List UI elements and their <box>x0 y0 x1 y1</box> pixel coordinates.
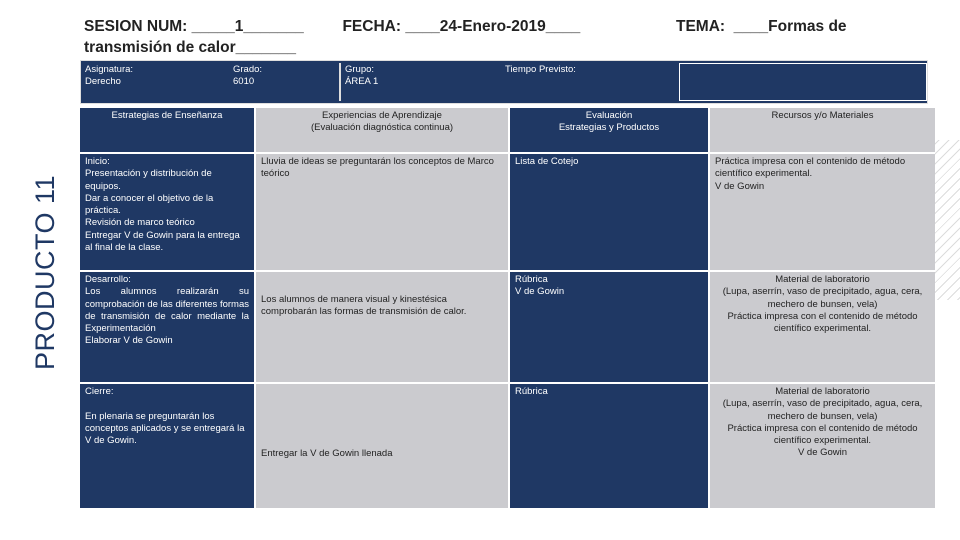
tema-label: TEMA: ____Formas de <box>676 18 847 35</box>
tiempo-value-box <box>679 63 927 101</box>
topic-line: transmisión de calor_______ <box>84 39 296 56</box>
row1-estrategia: Inicio: Presentación y distribución de equipos. Dar a conocer el objetivo de la práctica. Revisión de marco teórico Entregar V de Gowin para la entrega al final de la clase. <box>80 154 254 270</box>
row1-evaluacion: Lista de Cotejo <box>510 154 708 270</box>
session-line: SESION NUM: _____1_______ FECHA: ____24-Enero-2019____ <box>84 18 581 35</box>
row2-estrategia: Desarrollo: Los alumnos realizarán su comprobación de las diferentes formas de transmisión de calor mediante la Experimentación Elaborar V de Gowin <box>80 272 254 382</box>
col-header-evaluacion: Evaluación Estrategias y Productos <box>510 108 708 152</box>
row3-experiencia: Entregar la V de Gowin llenada <box>256 384 508 508</box>
grupo-field: Grupo: ÁREA 1 <box>345 64 379 87</box>
col-header-estrategias: Estrategias de Enseñanza <box>80 108 254 152</box>
row3-evaluacion: Rúbrica <box>510 384 708 508</box>
col-header-recursos: Recursos y/o Materiales <box>710 108 935 152</box>
tiempo-field: Tiempo Previsto: <box>505 64 576 75</box>
session-header <box>84 16 914 58</box>
course-info-bar <box>80 60 928 104</box>
asignatura-field: Asignatura: Derecho <box>85 64 134 87</box>
grado-field: Grado: 6010 <box>233 64 263 87</box>
lesson-table <box>80 108 935 508</box>
row1-experiencia: Lluvia de ideas se preguntarán los conceptos de Marco teórico <box>256 154 508 270</box>
row2-recursos: Material de laboratorio (Lupa, aserrín, vaso de precipitado, agua, cera, mechero de bunsen, vela) Práctica impresa con el contenido de método científico experimental. <box>710 272 935 382</box>
row2-experiencia: Los alumnos de manera visual y kinestésica comprobarán las formas de transmisión de calor. <box>256 272 508 382</box>
product-label: PRODUCTO 11 <box>30 174 60 370</box>
row3-estrategia: Cierre: En plenaria se preguntarán los conceptos aplicados y se entregará la V de Gowin. <box>80 384 254 508</box>
row3-recursos: Material de laboratorio (Lupa, aserrín, vaso de precipitado, agua, cera, mechero de bunsen, vela) Práctica impresa con el contenido de método científico experimental. V de Gowin <box>710 384 935 508</box>
row1-recursos: Práctica impresa con el contenido de método científico experimental. V de Gowin <box>710 154 935 270</box>
col-header-experiencias: Experiencias de Aprendizaje (Evaluación diagnóstica continua) <box>256 108 508 152</box>
row2-evaluacion: Rúbrica V de Gowin <box>510 272 708 382</box>
